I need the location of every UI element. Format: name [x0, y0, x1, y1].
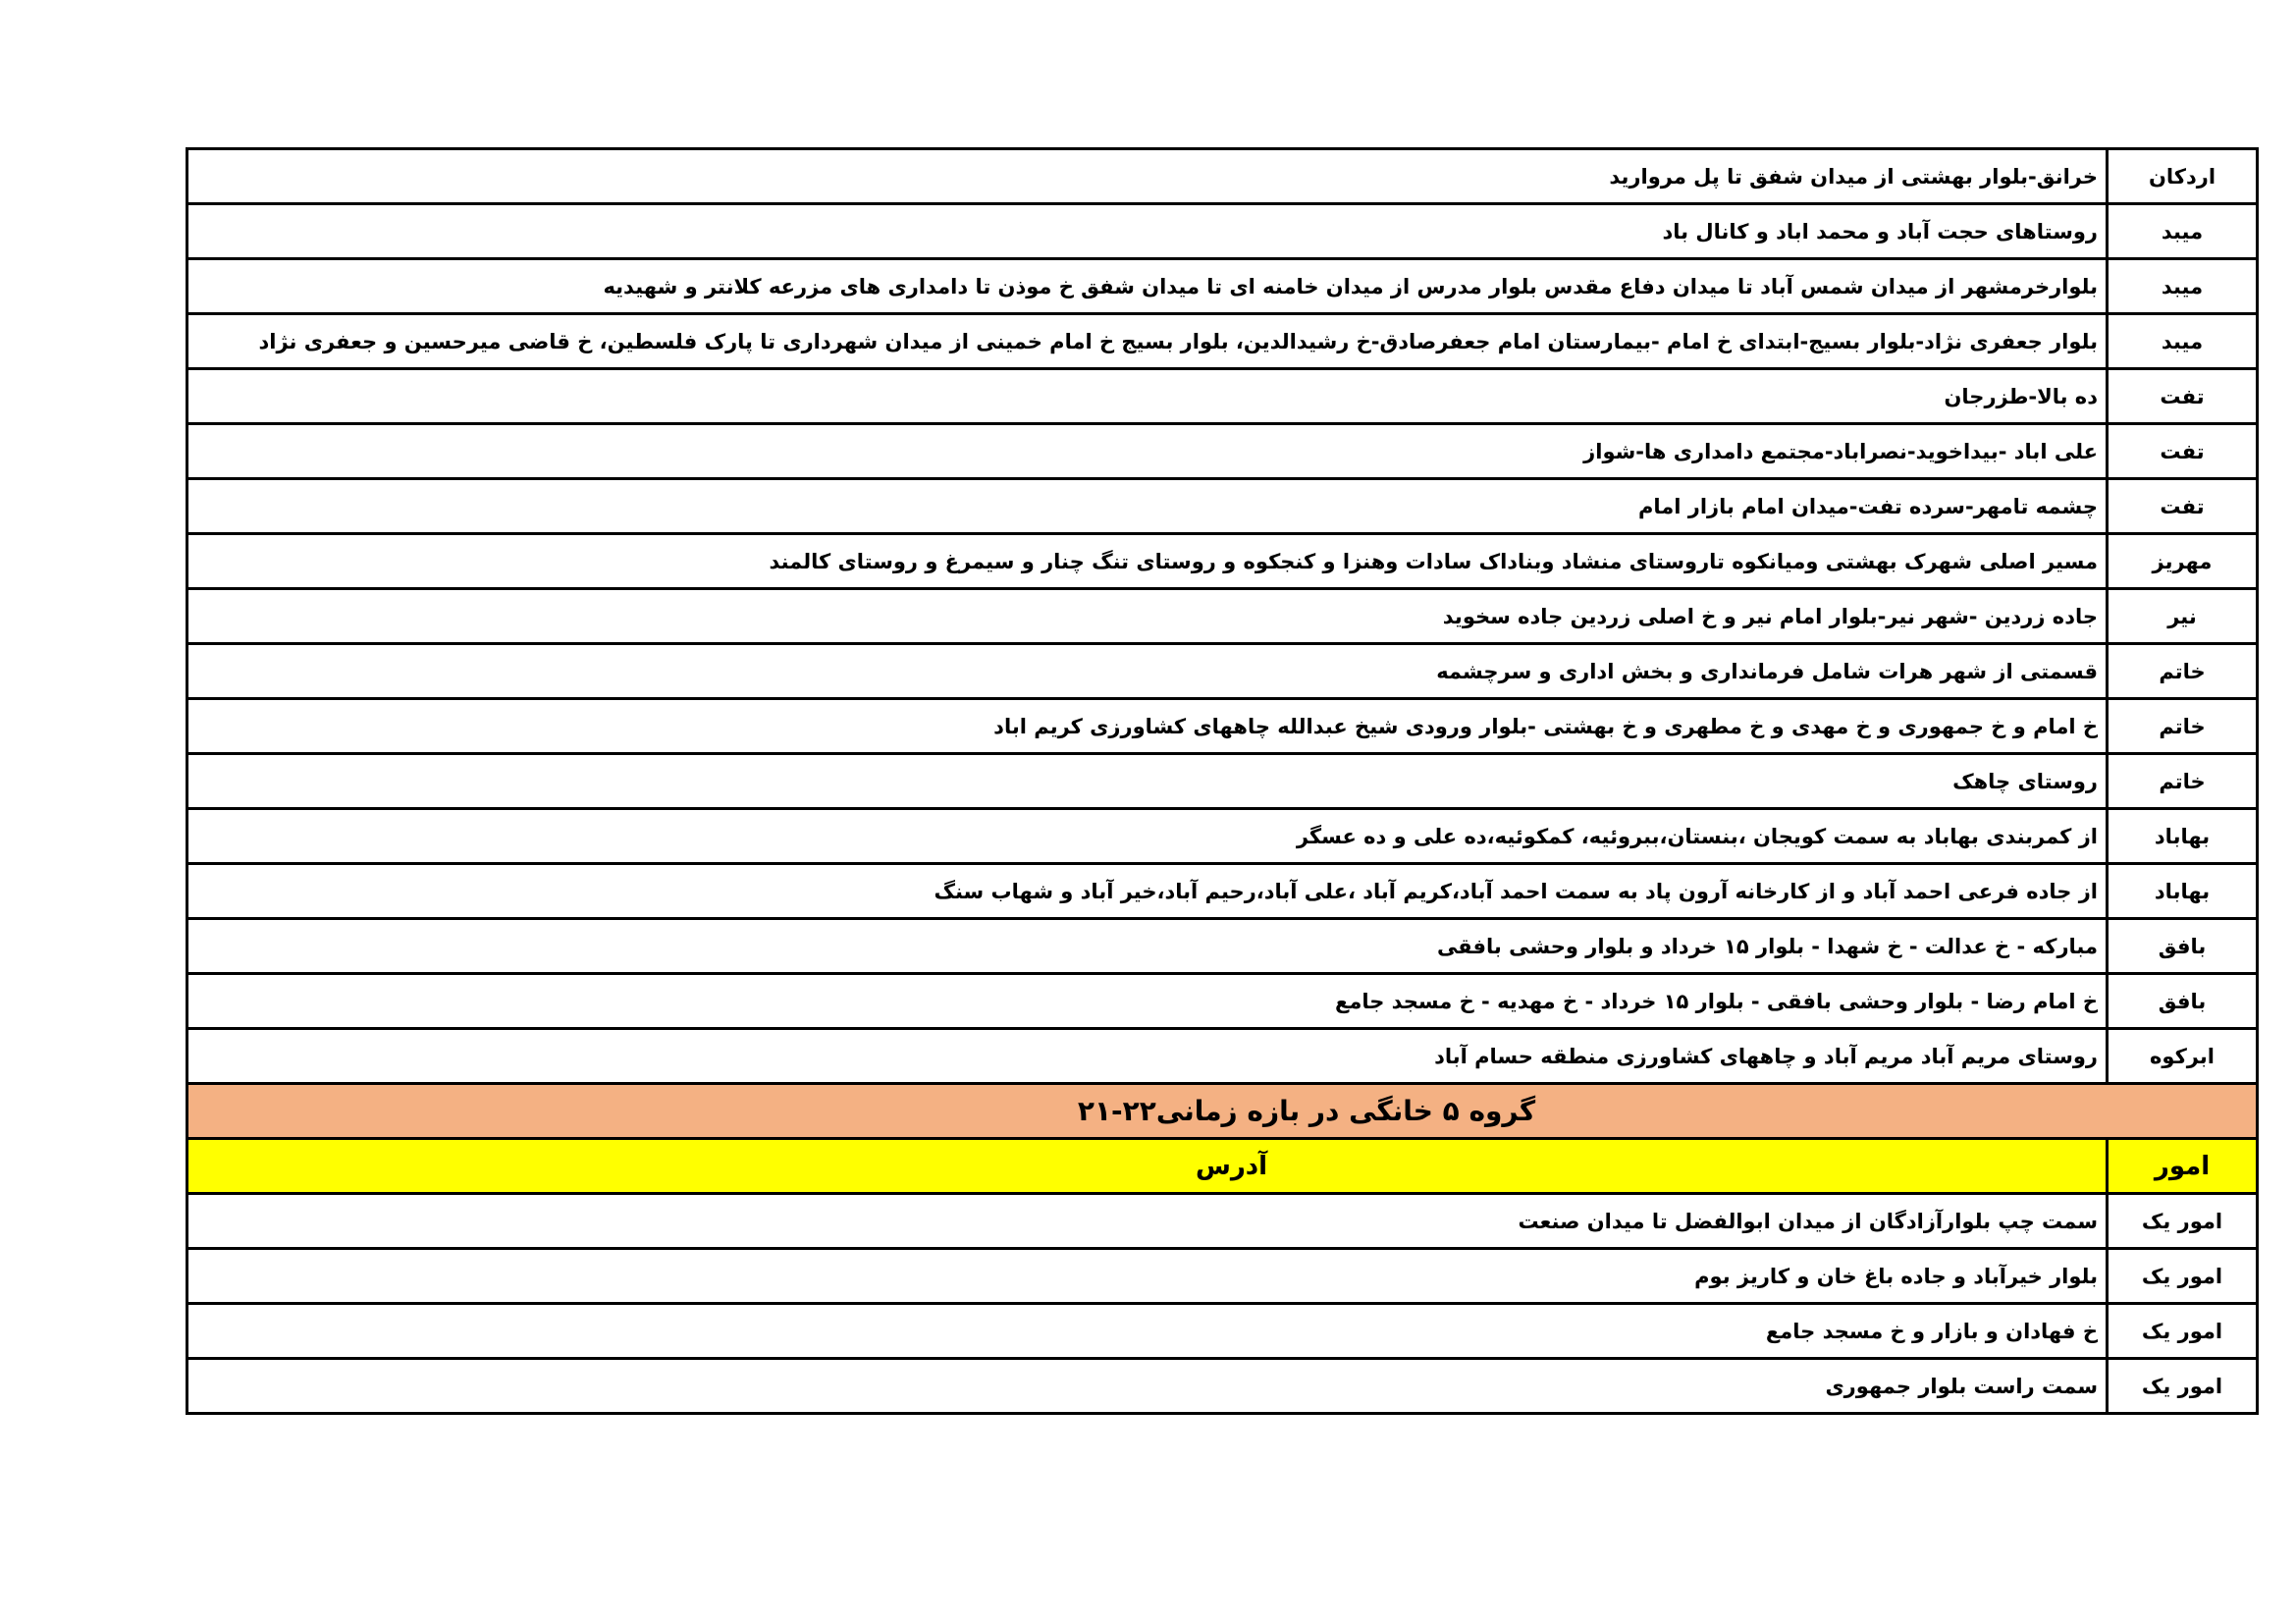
- address-cell: بلوارخرمشهر از میدان شمس آباد تا میدان دفاع مقدس بلوار مدرس از میدان خامنه ای تا میدان شفق خ موذن تا دامداری های مزرعه کلانتر و شهیدیه: [187, 259, 2108, 314]
- table-row: [187, 589, 2258, 644]
- area-cell: میبد: [2108, 314, 2258, 369]
- table-row: [187, 919, 2258, 974]
- outage-schedule-table: [186, 147, 2259, 1415]
- table-row: [187, 754, 2258, 809]
- area-cell: میبد: [2108, 259, 2258, 314]
- address-cell: از کمربندی بهاباد به سمت کویجان ،بنستان،ببروئیه، کمکوئیه،ده علی و ده عسگر: [187, 809, 2108, 864]
- address-cell: خ فهادان و بازار و خ مسجد جامع: [187, 1304, 2108, 1359]
- table-row: [187, 644, 2258, 699]
- group-title-row: [187, 1084, 2258, 1139]
- area-cell: تفت: [2108, 424, 2258, 479]
- address-cell: بلوار جعفری نژاد-بلوار بسیج-ابتدای خ امام -بیمارستان امام جعفرصادق-خ رشیدالدین، بلوار بسیج خ امام خمینی از میدان شهرداری تا پارک فلسطین، خ قاضی میرحسین و جعفری نژاد: [187, 314, 2108, 369]
- table-row: [187, 864, 2258, 919]
- table-row: [187, 369, 2258, 424]
- area-cell: ابرکوه: [2108, 1029, 2258, 1084]
- table-row: [187, 479, 2258, 534]
- area-cell: بافق: [2108, 919, 2258, 974]
- address-cell: روستای چاهک: [187, 754, 2108, 809]
- area-cell: بافق: [2108, 974, 2258, 1029]
- area-cell: امور یک: [2108, 1249, 2258, 1304]
- area-cell: خاتم: [2108, 699, 2258, 754]
- address-cell: روستای مریم آباد مریم آباد و چاههای کشاورزی منطقه حسام آباد: [187, 1029, 2108, 1084]
- address-cell: سمت چپ بلوارآزادگان از میدان ابوالفضل تا میدان صنعت: [187, 1194, 2108, 1249]
- area-cell: اردکان: [2108, 149, 2258, 204]
- address-cell: علی اباد -بیداخوید-نصراباد-مجتمع دامداری ها-شواز: [187, 424, 2108, 479]
- column-header-area: امور: [2108, 1139, 2258, 1194]
- table-body: [187, 149, 2258, 1414]
- table-row: [187, 1029, 2258, 1084]
- table-row: [187, 1249, 2258, 1304]
- table-row: [187, 1359, 2258, 1414]
- address-cell: از جاده فرعی احمد آباد و از کارخانه آرون پاد به سمت احمد آباد،کریم آباد ،علی آباد،رحیم آباد،خیر آباد و شهاب سنگ: [187, 864, 2108, 919]
- address-cell: مسیر اصلی شهرک بهشتی ومیانکوه تاروستای منشاد وبناداک سادات وهنزا و کنجکوه و روستای تنگ چنار و سیمرغ و روستای کالمند: [187, 534, 2108, 589]
- address-cell: سمت راست بلوار جمهوری: [187, 1359, 2108, 1414]
- table-row: [187, 699, 2258, 754]
- column-header-row: [187, 1139, 2258, 1194]
- address-cell: خ امام رضا - بلوار وحشی بافقی - بلوار ۱۵ خرداد - خ مهدیه - خ مسجد جامع: [187, 974, 2108, 1029]
- area-cell: تفت: [2108, 369, 2258, 424]
- area-cell: میبد: [2108, 204, 2258, 259]
- area-cell: بهاباد: [2108, 864, 2258, 919]
- table-row: [187, 809, 2258, 864]
- area-cell: تفت: [2108, 479, 2258, 534]
- table-row: [187, 204, 2258, 259]
- address-cell: قسمتی از شهر هرات شامل فرمانداری و بخش اداری و سرچشمه: [187, 644, 2108, 699]
- area-cell: نیر: [2108, 589, 2258, 644]
- table-row: [187, 314, 2258, 369]
- table-row: [187, 259, 2258, 314]
- area-cell: امور یک: [2108, 1304, 2258, 1359]
- group-title: گروه ۵ خانگی در بازه زمانی۲۲-۲۱: [187, 1084, 2258, 1139]
- address-cell: بلوار خیرآباد و جاده باغ خان و کاریز بوم: [187, 1249, 2108, 1304]
- address-cell: مبارکه - خ عدالت - خ شهدا - بلوار ۱۵ خرداد و بلوار وحشی بافقی: [187, 919, 2108, 974]
- address-cell: ده بالا-طزرجان: [187, 369, 2108, 424]
- table-row: [187, 534, 2258, 589]
- column-header-address: آدرس: [187, 1139, 2108, 1194]
- area-cell: خاتم: [2108, 644, 2258, 699]
- table-row: [187, 424, 2258, 479]
- area-cell: بهاباد: [2108, 809, 2258, 864]
- address-cell: روستاهای حجت آباد و محمد اباد و کانال باد: [187, 204, 2108, 259]
- area-cell: مهریز: [2108, 534, 2258, 589]
- area-cell: خاتم: [2108, 754, 2258, 809]
- address-cell: خرانق-بلوار بهشتی از میدان شفق تا پل مروارید: [187, 149, 2108, 204]
- area-cell: امور یک: [2108, 1359, 2258, 1414]
- area-cell: امور یک: [2108, 1194, 2258, 1249]
- table-row: [187, 1194, 2258, 1249]
- address-cell: خ امام و خ جمهوری و خ مهدی و خ مطهری و خ بهشتی -بلوار ورودی شیخ عبدالله چاههای کشاورزی کریم اباد: [187, 699, 2108, 754]
- table-row: [187, 149, 2258, 204]
- table-row: [187, 974, 2258, 1029]
- address-cell: جاده زردین -شهر نیر-بلوار امام نیر و خ اصلی زردین جاده سخوید: [187, 589, 2108, 644]
- address-cell: چشمه تامهر-سرده تفت-میدان امام بازار امام: [187, 479, 2108, 534]
- table-row: [187, 1304, 2258, 1359]
